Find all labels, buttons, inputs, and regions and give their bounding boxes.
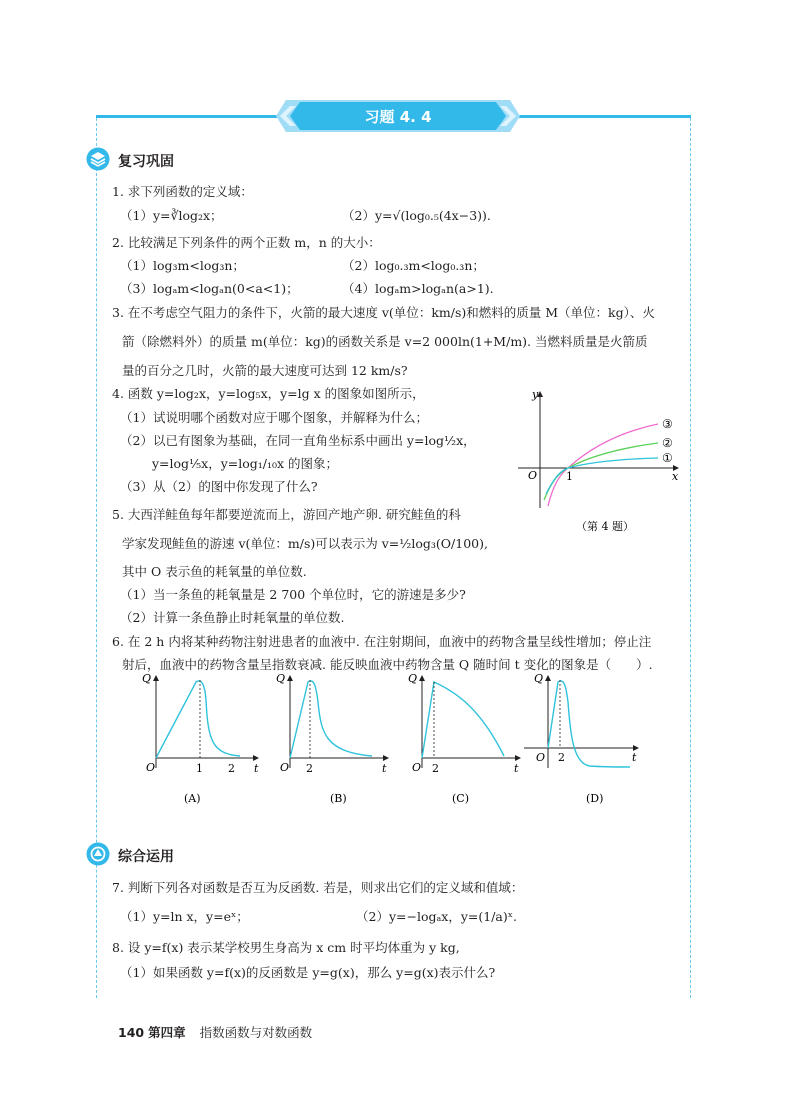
graph-d bbox=[524, 672, 638, 805]
graph-b-curve bbox=[290, 681, 372, 758]
graph-c-t: t bbox=[514, 762, 519, 775]
exercise-title: 习题 4. 4 bbox=[364, 108, 432, 126]
problem-5-line-2: 学家发现鲑鱼的游速 v(单位：m/s)可以表示为 v=½log₃(O/100), bbox=[122, 536, 488, 551]
problem-5-line-3: 其中 O 表示鱼的耗氧量的单位数. bbox=[122, 564, 307, 579]
problem-4-part-3: （3）从（2）的图中你发现了什么? bbox=[120, 479, 318, 494]
graph-d-t: t bbox=[632, 751, 637, 764]
fig4-curve-3 bbox=[548, 424, 658, 506]
problem-8-part-1: （1）如果函数 y=f(x)的反函数是 y=g(x)，那么 y=g(x)表示什么? bbox=[120, 965, 496, 980]
problem-4-part-2-cont: y=log⅕x，y=log₁/₁₀x 的图象； bbox=[152, 456, 339, 471]
stacked-layers-icon bbox=[86, 147, 110, 171]
chapter-title: 指数函数与对数函数 bbox=[199, 1025, 313, 1040]
problem-7-part-2: （2）y=−logₐx，y=(1/a)ˣ. bbox=[356, 909, 518, 924]
problem-4-part-2: （2）以已有图象为基础，在同一直角坐标系中画出 y=log½x， bbox=[120, 433, 476, 448]
problem-5-line-1: 5. 大西洋鲑鱼每年都要逆流而上，游回产地产卵. 研究鲑鱼的科 bbox=[112, 507, 461, 522]
banner-rule-left bbox=[96, 115, 296, 118]
graph-b-tick-2: 2 bbox=[306, 762, 313, 775]
page-frame-right bbox=[690, 118, 691, 998]
graph-c-tick-2: 2 bbox=[432, 762, 439, 775]
exercise-banner bbox=[276, 98, 520, 134]
graph-a-tick-2: 2 bbox=[228, 762, 235, 775]
graph-b-t: t bbox=[382, 762, 387, 775]
problem-8: 8. 设 y=f(x) 表示某学校男生身高为 x cm 时平均体重为 y kg, bbox=[112, 940, 460, 955]
graph-d-label: (D) bbox=[586, 792, 604, 805]
cyan-badge-icon bbox=[86, 842, 110, 866]
fig4-caption: （第 4 题） bbox=[576, 520, 634, 533]
figure-6-option-graphs bbox=[130, 668, 650, 813]
graph-a-q: Q bbox=[142, 672, 152, 685]
section-title-apply: 综合运用 bbox=[118, 849, 174, 865]
graph-d-tick-2: 2 bbox=[558, 751, 565, 764]
graph-a-tick-1: 1 bbox=[196, 762, 203, 775]
fig4-label-1: ① bbox=[662, 451, 673, 465]
chapter-number: 第四章 bbox=[148, 1025, 186, 1040]
graph-a-label: (A) bbox=[184, 792, 201, 805]
graph-b-label: (B) bbox=[330, 792, 347, 805]
fig4-tick-1: 1 bbox=[566, 470, 573, 483]
graph-b-origin: O bbox=[280, 761, 290, 774]
graph-a-origin: O bbox=[146, 761, 156, 774]
fig4-axis-x-label: x bbox=[672, 470, 679, 483]
figure-4-log-graphs bbox=[510, 380, 690, 535]
problem-2-part-3: （3）logₐm<logₐn(0<a<1)； bbox=[120, 281, 299, 296]
problem-5-part-2: （2）计算一条鱼静止时耗氧量的单位数. bbox=[120, 610, 345, 625]
problem-1-part-2: （2）y=√(log₀.₅(4x−3)). bbox=[342, 208, 491, 223]
problem-6-line-1: 6. 在 2 h 内将某种药物注射进患者的血液中. 在注射期间，血液中的药物含量呈线性增加；停止注 bbox=[112, 634, 652, 649]
graph-c-q: Q bbox=[408, 672, 418, 685]
problem-3-line-1: 3. 在不考虑空气阻力的条件下，火箭的最大速度 v(单位：km/s)和燃料的质量 M（单位：kg）、火 bbox=[112, 305, 655, 320]
page-number: 140 bbox=[118, 1025, 145, 1040]
problem-2: 2. 比较满足下列条件的两个正数 m，n 的大小： bbox=[112, 235, 381, 250]
problem-4-part-1: （1）试说明哪个函数对应于哪个图象，并解释为什么； bbox=[120, 410, 428, 425]
graph-a bbox=[142, 672, 259, 805]
fig4-origin: O bbox=[528, 469, 538, 482]
graph-d-origin: O bbox=[536, 751, 546, 764]
page-footer bbox=[118, 1023, 312, 1041]
problem-2-part-2: （2）log₀.₃m<log₀.₃n； bbox=[342, 258, 485, 273]
problem-6-line-2: 射后，血液中的药物含量呈指数衰减. 能反映血液中药物含量 Q 随时间 t 变化的图象是（ ）. bbox=[122, 657, 653, 672]
fig4-curve-1 bbox=[546, 458, 658, 494]
graph-c bbox=[408, 672, 520, 805]
section-title-review: 复习巩固 bbox=[118, 154, 174, 170]
graph-d-q: Q bbox=[534, 672, 544, 685]
problem-1: 1. 求下列函数的定义域： bbox=[112, 184, 253, 199]
problem-2-part-1: （1）log₃m<log₃n； bbox=[120, 258, 245, 273]
fig4-label-2: ② bbox=[662, 436, 673, 450]
problem-3-line-3: 量的百分之几时，火箭的最大速度可达到 12 km/s? bbox=[122, 363, 408, 378]
graph-c-origin: O bbox=[412, 761, 422, 774]
graph-a-curve bbox=[156, 681, 240, 758]
problem-3-line-2: 箭（除燃料外）的质量 m(单位：kg)的函数关系是 v=2 000ln(1+M/m). 当燃料质量是火箭质 bbox=[122, 334, 648, 349]
problem-5-part-1: （1）当一条鱼的耗氧量是 2 700 个单位时，它的游速是多少? bbox=[120, 587, 466, 602]
problem-2-part-4: （4）logₐm>logₐn(a>1). bbox=[342, 281, 494, 296]
graph-a-t: t bbox=[254, 762, 259, 775]
fig4-label-3: ③ bbox=[662, 417, 673, 431]
graph-c-label: (C) bbox=[452, 792, 469, 805]
problem-4: 4. 函数 y=log₂x，y=log₅x，y=lg x 的图象如图所示， bbox=[112, 386, 425, 401]
problem-1-part-1: （1）y=∛log₂x； bbox=[120, 208, 223, 223]
problem-7: 7. 判断下列各对函数是否互为反函数. 若是，则求出它们的定义域和值域： bbox=[112, 880, 524, 895]
fig4-axis-y-label: y bbox=[532, 388, 539, 401]
banner-rule-right bbox=[500, 115, 691, 118]
graph-b bbox=[276, 672, 388, 805]
graph-b-q: Q bbox=[276, 672, 286, 685]
page-frame-left bbox=[96, 118, 97, 998]
problem-7-part-1: （1）y=ln x，y=eˣ； bbox=[120, 909, 249, 924]
